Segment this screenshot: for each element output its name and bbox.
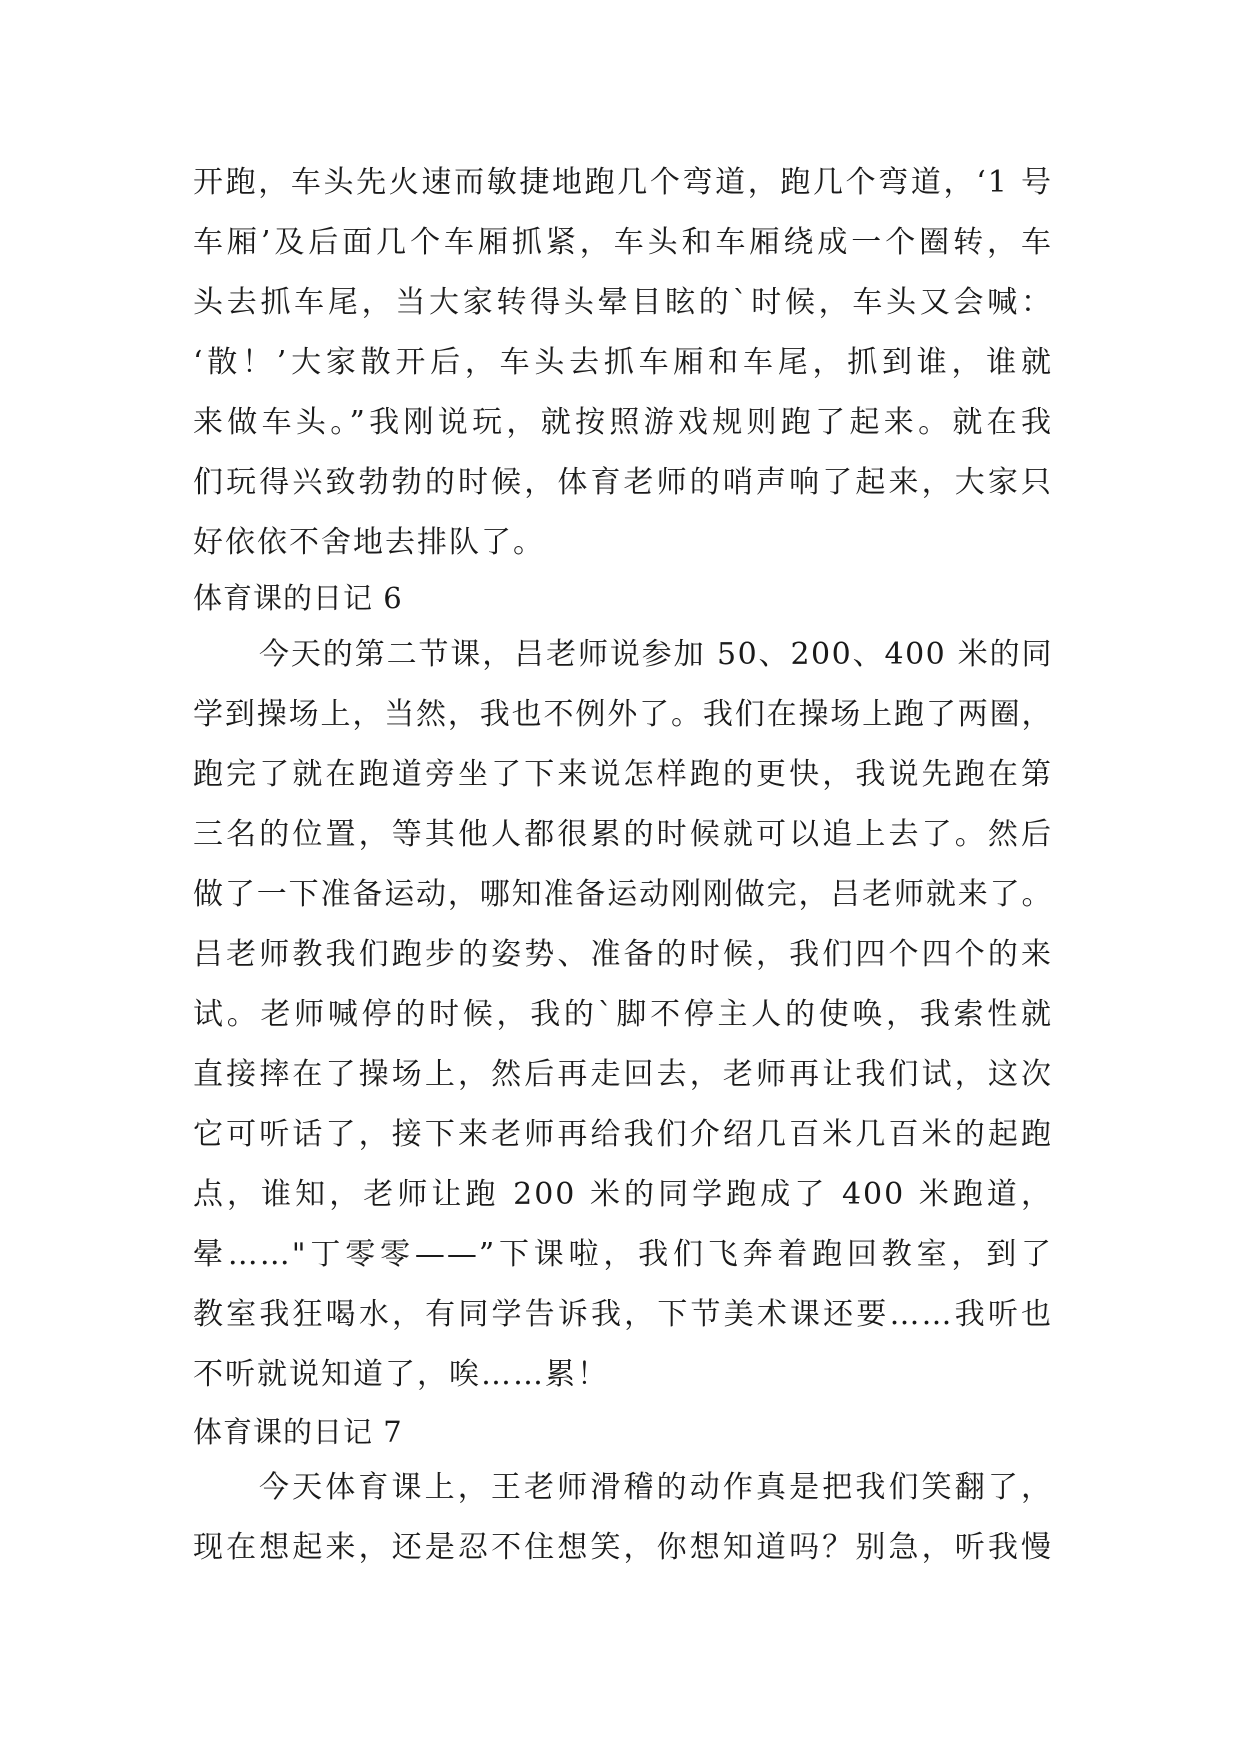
paragraph-line: 来做车头。”我刚说玩，就按照游戏规则跑了起来。就在我 <box>193 405 1053 440</box>
paragraph-line: 试。老师喊停的时候，我的`脚不停主人的使唤，我索性就 <box>193 997 1053 1032</box>
paragraph-line: 点，谁知，老师让跑 200 米的同学跑成了 400 米跑道， <box>193 1177 1053 1212</box>
paragraph-line: 做了一下准备运动，哪知准备运动刚刚做完，吕老师就来了。 <box>193 877 1053 912</box>
paragraph-line: 今天的第二节课，吕老师说参加 50、200、400 米的同 <box>259 637 1053 672</box>
paragraph-line: 晕……"丁零零——”下课啦，我们飞奔着跑回教室，到了 <box>193 1237 1053 1272</box>
paragraph-line: 开跑，车头先火速而敏捷地跑几个弯道，跑几个弯道，‘1 号 <box>193 165 1053 200</box>
paragraph-line: 吕老师教我们跑步的姿势、准备的时候，我们四个四个的来 <box>193 937 1053 972</box>
paragraph-line: 今天体育课上，王老师滑稽的动作真是把我们笑翻了， <box>259 1470 1053 1505</box>
paragraph-line: 教室我狂喝水，有同学告诉我，下节美术课还要……我听也 <box>193 1297 1053 1332</box>
paragraph-line: ‘散！’大家散开后，车头去抓车厢和车尾，抓到谁，谁就 <box>193 345 1053 380</box>
paragraph-line: 跑完了就在跑道旁坐了下来说怎样跑的更快，我说先跑在第 <box>193 757 1053 792</box>
section-heading: 体育课的日记 7 <box>193 1415 403 1449</box>
paragraph-line: 学到操场上，当然，我也不例外了。我们在操场上跑了两圈， <box>193 697 1053 732</box>
paragraph-line: 车厢’及后面几个车厢抓紧，车头和车厢绕成一个圈转，车 <box>193 225 1053 260</box>
paragraph-line: 不听就说知道了，唉……累！ <box>193 1357 609 1392</box>
paragraph-line: 好依依不舍地去排队了。 <box>193 525 545 560</box>
paragraph-line: 现在想起来，还是忍不住想笑，你想知道吗？别急，听我慢 <box>193 1530 1053 1565</box>
paragraph-line: 直接摔在了操场上，然后再走回去，老师再让我们试，这次 <box>193 1057 1053 1092</box>
paragraph-line: 三名的位置，等其他人都很累的时候就可以追上去了。然后 <box>193 817 1053 852</box>
paragraph-line: 它可听话了，接下来老师再给我们介绍几百米几百米的起跑 <box>193 1117 1053 1152</box>
section-heading: 体育课的日记 6 <box>193 581 403 615</box>
paragraph-line: 头去抓车尾，当大家转得头晕目眩的`时候，车头又会喊： <box>193 285 1053 320</box>
paragraph-line: 们玩得兴致勃勃的时候，体育老师的哨声响了起来，大家只 <box>193 465 1053 500</box>
